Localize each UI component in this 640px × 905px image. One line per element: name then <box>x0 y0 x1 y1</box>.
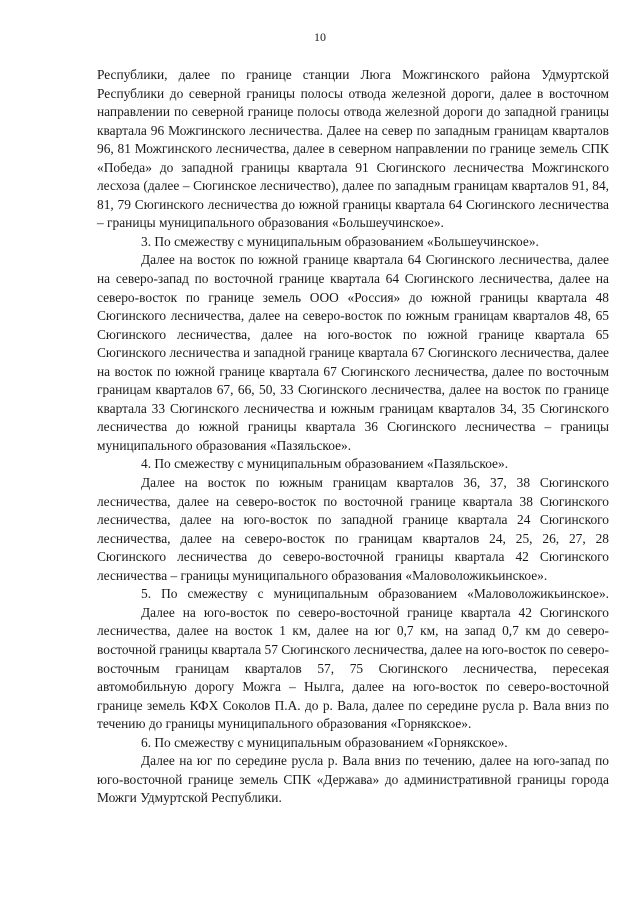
section-4-heading: 4. По смежеству с муниципальным образованием «Пазяльское». <box>141 456 509 472</box>
section-6-heading: 6. По смежеству с муниципальным образованием «Горнякское». <box>141 734 508 750</box>
section-5-text: Далее на юго-восток по северо-восточной границе квартала 42 Сюгинского лесничества, далее на восток 1 км, далее на юг 0,7 км, на запад 0,7 км до северо-восточной границы квартала 57 Сюгинского лесничества, далее на юго-восток по северо-восточным границам кварталов 57, 75 Сюгинского лесничества, пересекая автомобильную дорогу Можга – Нылга, далее на юго-восток по северо-восточной границе земель КФХ Соколов П.А. до р. Вала, далее по середине русла р. Вала вниз по течению до границы муниципального образования «Горнякское». <box>97 604 609 732</box>
section-4-text: Далее на восток по южным границам кварталов 36, 37, 38 Сюгинского лесничества, далее на северо-восток по восточной границе квартала 38 Сюгинского лесничества, далее на юго-восток по западной границе квартала 24 Сюгинского лесничества, далее на северо-восток по границам кварталов 24, 25, 26, 27, 28 Сюгинского лесничества до северо-восточной границы квартала 42 Сюгинского лесничества – границы муниципального образования «Маловоложикьинское». <box>97 475 609 583</box>
section-3-heading: 3. По смежеству с муниципальным образованием «Большеучинское». <box>141 233 539 249</box>
section-3-text: Далее на восток по южной границе квартала 64 Сюгинского лесничества, далее на северо-запад по восточной границе квартала 64 Сюгинского лесничества, далее на северо-восток по границе земель ООО «Россия» до южной границы квартала 48 Сюгинского лесничества, далее на северо-восток по южным границам кварталов 48, 65 Сюгинского лесничества, далее на юго-восток по южной границе квартала 65 Сюгинского лесничества и западной границе квартала 67 Сюгинского лесничества, далее на восток по южной границе квартала 67 Сюгинского лесничества, далее по восточным границам кварталов 67, 66, 50, 33 Сюгинского лесничества, далее на восток по границе квартала 33 Сюгинского лесничества и южным границам кварталов 34, 35 Сюгинского лесничества до южной границы квартала 36 Сюгинского лесничества – границы муниципального образования «Пазяльское». <box>97 252 609 453</box>
section-6-text: Далее на юг по середине русла р. Вала вниз по течению, далее на юго-запад по юго-восточной границе земель СПК «Держава» до административной границы города Можги Удмуртской Республики. <box>97 753 609 806</box>
paragraph-continuation: Республики, далее по границе станции Люга Можгинского района Удмуртской Республики до северной границы полосы отвода железной дороги, далее в восточном направлении по северной границе полосы отвода железной дороги до западной границы квартала 96 Можгинского лесничества. Далее на север по западным границам кварталов 96, 81 Можгинского лесничества, далее в северном направлении по границе земель СПК «Победа» до западной границы квартала 91 Сюгинского лесничества Можгинского лесхоза (далее – Сюгинское лесничество), далее по западным границам кварталов 91, 84, 81, 79 Сюгинского лесничества до южной границы квартала 64 Сюгинского лесничества – границы муниципального образования «Большеучинское». <box>97 67 609 231</box>
section-5-heading: 5. По смежеству с муниципальным образованием «Маловоложикьинское». <box>141 586 609 602</box>
document-body <box>97 66 609 808</box>
page-number: 10 <box>314 30 326 44</box>
